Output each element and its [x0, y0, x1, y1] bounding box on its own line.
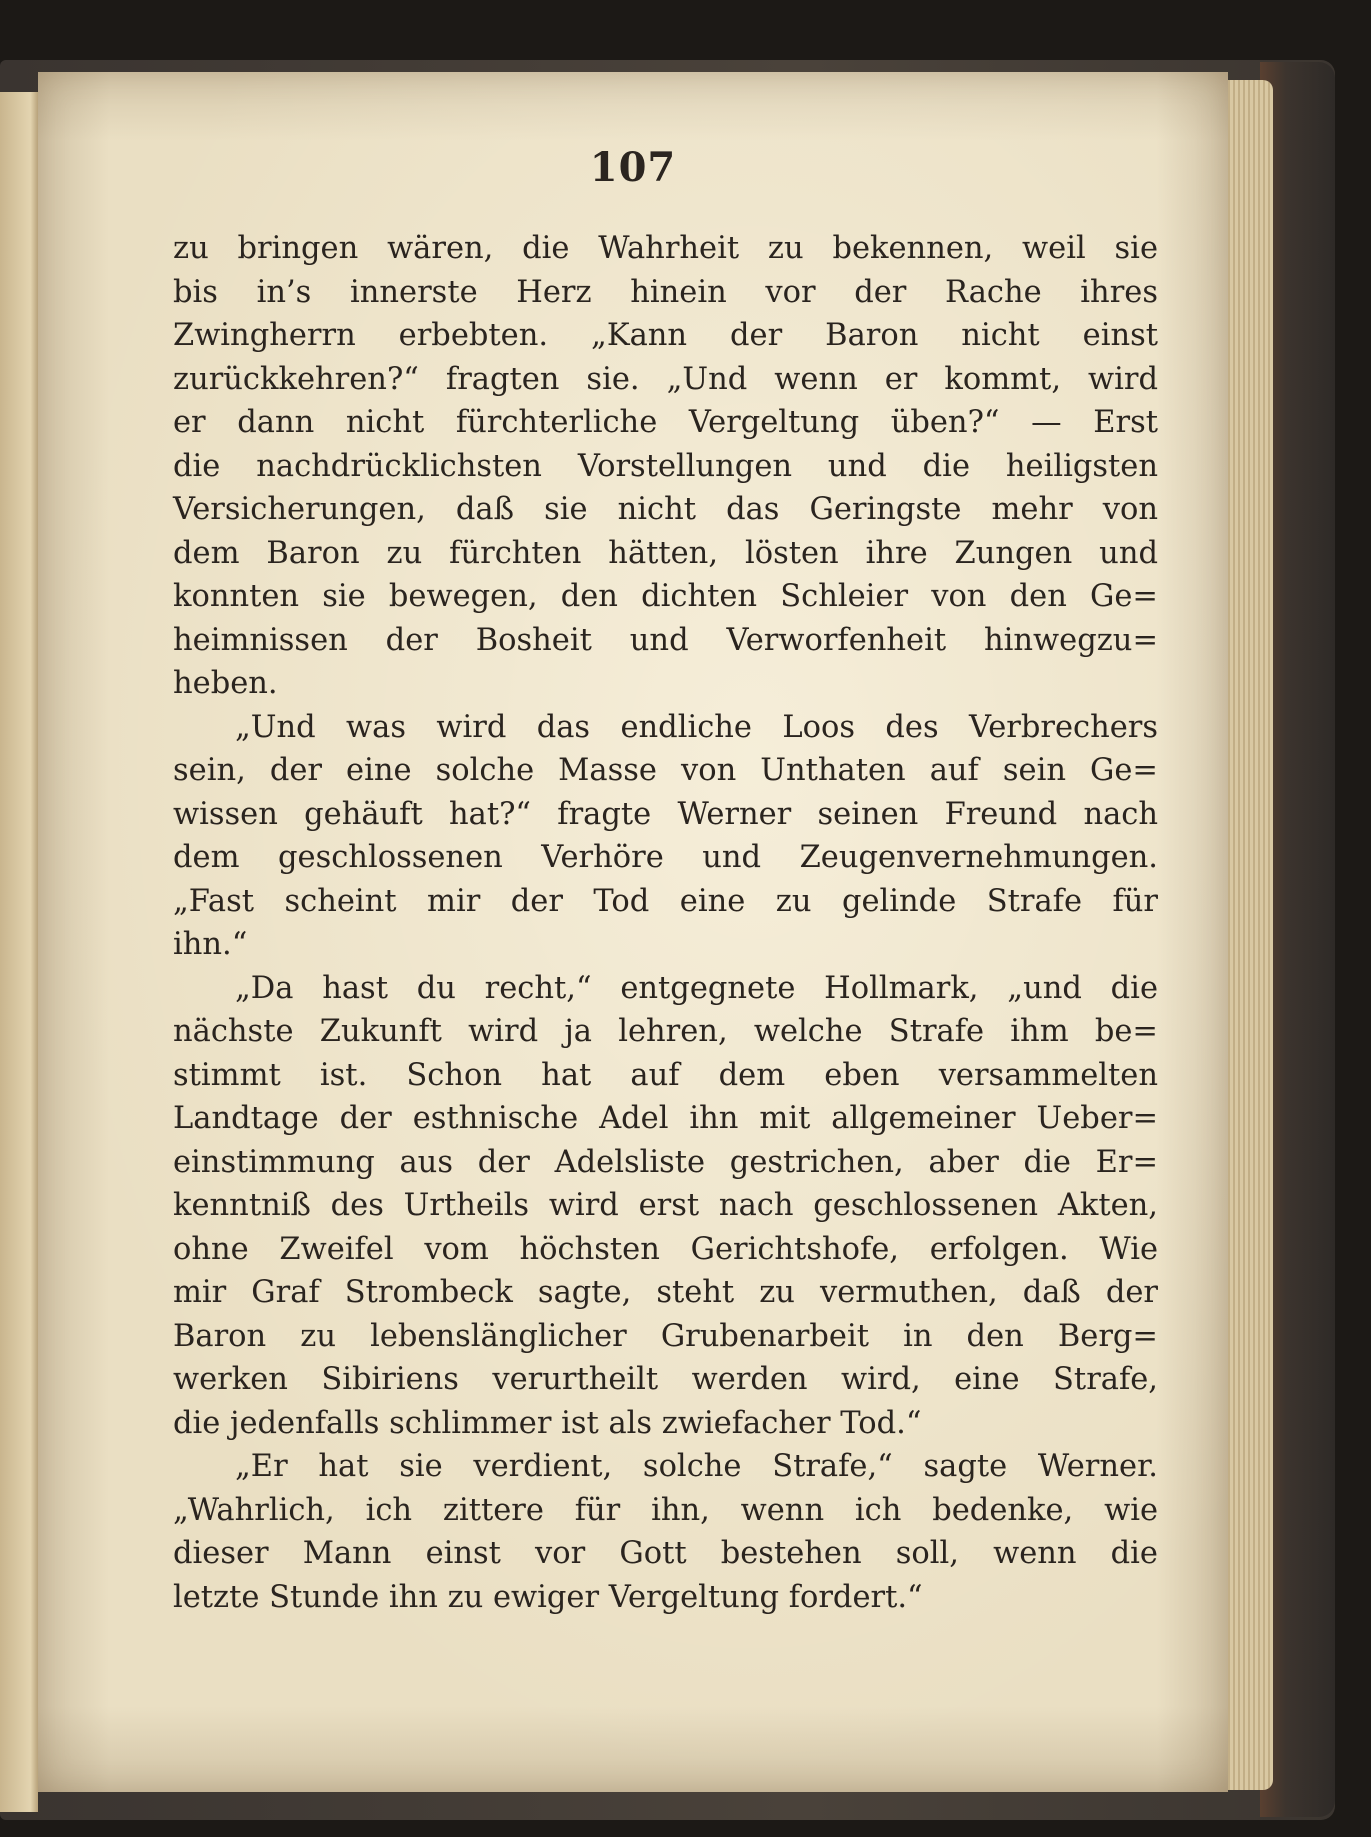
book-page: [38, 72, 1228, 1792]
text-line: ohne Zweifel vom höchsten Gerichtshofe, erfolgen. Wie: [173, 1231, 1158, 1267]
text-line: Versicherungen, daß sie nicht das Geringste mehr von: [173, 492, 1158, 527]
text-line: Baron zu lebenslänglicher Grubenarbeit in den Berg=: [173, 1318, 1158, 1354]
text-line: einstimmung aus der Adelsliste gestrichen, aber die Er=: [173, 1144, 1158, 1180]
text-line: „Und was wird das endliche Loos des Verbrechers: [235, 709, 1158, 745]
text-line: dem geschlossenen Verhöre und Zeugenvernehmungen.: [173, 840, 1158, 875]
text-line: Landtage der esthnische Adel ihn mit allgemeiner Ueber=: [173, 1101, 1158, 1136]
text-line: wissen gehäuft hat?“ fragte Werner seinen Freund nach: [173, 796, 1158, 832]
text-line: bis in’s innerste Herz hinein vor der Rache ihres: [173, 274, 1158, 310]
text-line: nächste Zukunft wird ja lehren, welche Strafe ihm be=: [173, 1014, 1158, 1049]
text-line: konnten sie bewegen, den dichten Schleier von den Ge=: [173, 579, 1158, 614]
text-line: ihn.“: [173, 927, 248, 962]
facing-page-edge: [0, 92, 38, 1812]
text-line: er dann nicht fürchterliche Vergeltung üben?“ — Erst: [173, 405, 1158, 440]
text-line: „Fast scheint mir der Tod eine zu gelinde Strafe für: [173, 883, 1158, 919]
text-line: sein, der eine solche Masse von Unthaten auf sein Ge=: [173, 753, 1158, 788]
text-line: letzte Stunde ihn zu ewiger Vergeltung fordert.“: [173, 1579, 923, 1615]
body-text: [173, 227, 1158, 1619]
text-line: kenntniß des Urtheils wird erst nach geschlossenen Akten,: [173, 1188, 1158, 1223]
text-line: zurückkehren?“ fragten sie. „Und wenn er kommt, wird: [173, 361, 1158, 397]
text-line: zu bringen wären, die Wahrheit zu bekennen, weil sie: [173, 231, 1158, 266]
text-line: „Da hast du recht,“ entgegnete Hollmark, „und die: [235, 970, 1158, 1006]
text-line: dieser Mann einst vor Gott bestehen soll, wenn die: [173, 1536, 1158, 1571]
text-line: stimmt ist. Schon hat auf dem eben versammelten: [173, 1057, 1158, 1093]
text-line: die nachdrücklichsten Vorstellungen und die heiligsten: [173, 448, 1158, 484]
text-line: „Er hat sie verdient, solche Strafe,“ sagte Werner.: [235, 1449, 1158, 1484]
text-line: Zwingherrn erbebten. „Kann der Baron nicht einst: [173, 318, 1158, 353]
page-number: 107: [589, 144, 677, 191]
text-line: werken Sibiriens verurtheilt werden wird, eine Strafe,: [173, 1362, 1158, 1397]
text-line: heimnissen der Bosheit und Verworfenheit hinwegzu=: [173, 622, 1158, 658]
text-line: heben.: [173, 666, 278, 701]
text-line: mir Graf Strombeck sagte, steht zu vermuthen, daß der: [173, 1275, 1158, 1310]
text-line: die jedenfalls schlimmer ist als zwiefacher Tod.“: [173, 1405, 922, 1441]
text-line: „Wahrlich, ich zittere für ihn, wenn ich bedenke, wie: [173, 1492, 1158, 1528]
text-line: dem Baron zu fürchten hätten, lösten ihre Zungen und: [173, 535, 1158, 571]
